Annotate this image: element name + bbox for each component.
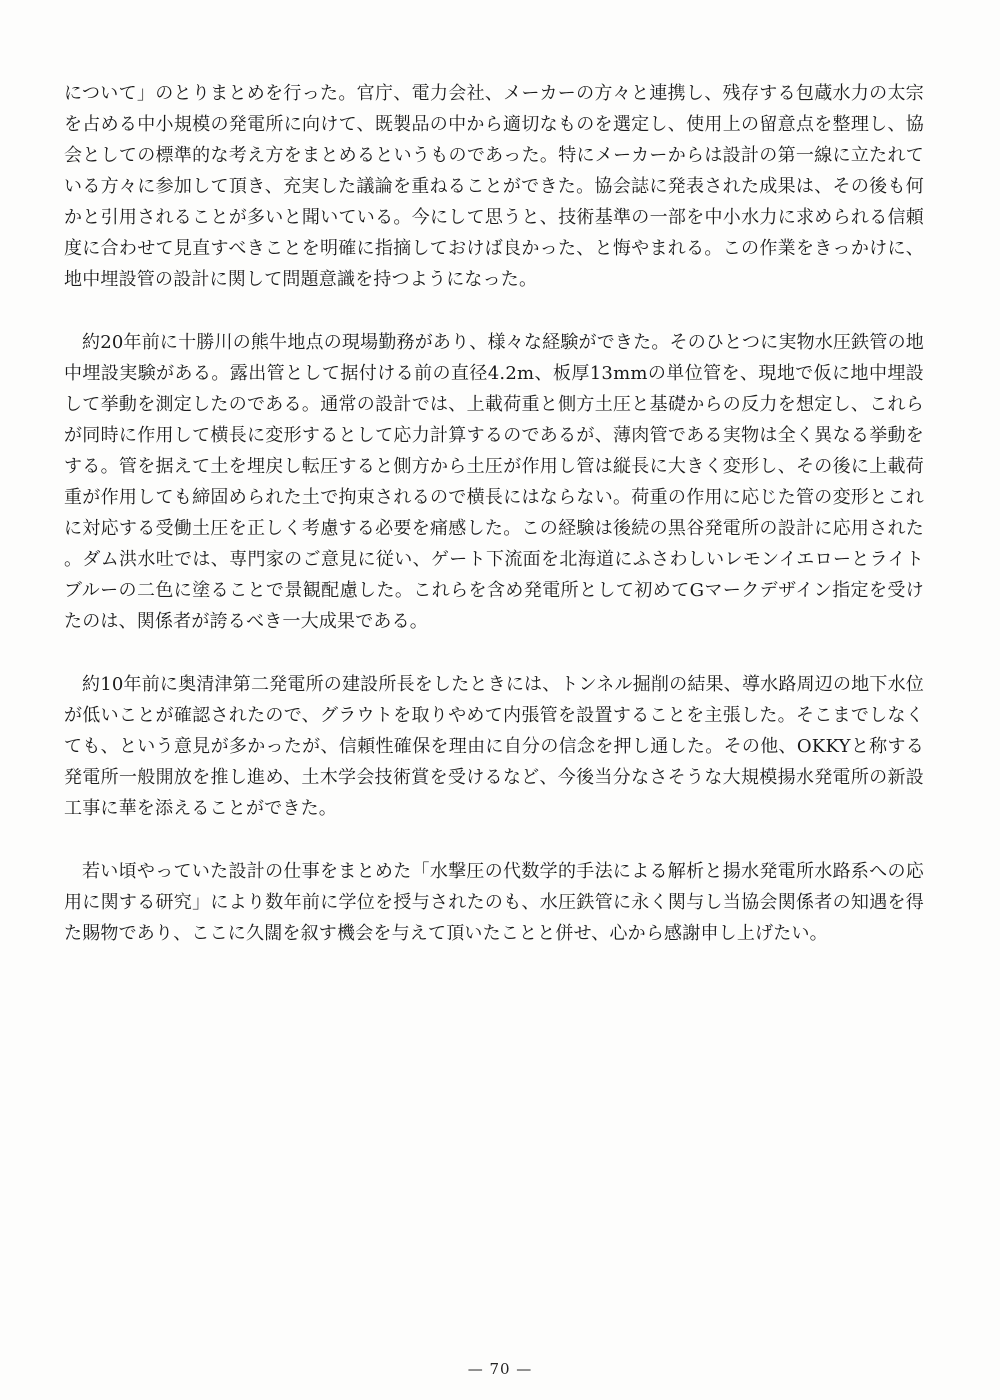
- page-number: — 70 —: [467, 1360, 533, 1378]
- paragraph-continuation: について」のとりまとめを行った。官庁、電力会社、メーカーの方々と連携し、残存する包蔵水力の太宗を占める中小規模の発電所に向けて、既製品の中から適切なものを選定し、使用上の留意点を整理し、協会としての標準的な考え方をまとめるというものであった。特にメーカーからは設計の第一線に立たれている方々に参加して頂き、充実した議論を重ねることができた。協会誌に発表された成果は、その後も何かと引用されることが多いと聞いている。今にして思うと、技術基準の一部を中小水力に求められる信頼度に合わせて見直すべきことを明確に指摘しておけば良かった、と悔やまれる。この作業をきっかけに、地中埋設管の設計に関して問題意識を持つようになった。: [64, 83, 924, 290]
- paragraph-acknowledgement: 若い頃やっていた設計の仕事をまとめた「水撃圧の代数学的手法による解析と揚水発電所水路系への応用に関する研究」により数年前に学位を授与されたのも、水圧鉄管に永く関与し当協会関係者の知遇を得た賜物であり、ここに久闊を叙す機会を与えて頂いたことと併せ、心から感謝申し上げたい。: [64, 861, 924, 944]
- paragraph-kumaushi-experiment: 約20年前に十勝川の熊牛地点の現場勤務があり、様々な経験ができた。そのひとつに実物水圧鉄管の地中埋設実験がある。露出管として据付ける前の直径4.2m、板厚13mmの単位管を、現地で仮に地中埋設して挙動を測定したのである。通常の設計では、上載荷重と側方土圧と基礎からの反力を想定し、これらが同時に作用して横長に変形するとして応力計算するのであるが、薄肉管である実物は全く異なる挙動をする。管を据えて土を埋戻し転圧すると側方から土圧が作用し管は縦長に大きく変形し、その後に上載荷重が作用しても締固められた土で拘束されるので横長にはならない。荷重の作用に応じた管の変形とこれに対応する受働土圧を正しく考慮する必要を痛感した。この経験は後続の黒谷発電所の設計に応用された。ダム洪水吐では、専門家のご意見に従い、ゲート下流面を北海道にふさわしいレモンイエローとライトブルーの二色に塗ることで景観配慮した。これらを含め発電所として初めてGマークデザイン指定を受けたのは、関係者が誇るべき一大成果である。: [64, 332, 924, 632]
- paragraph-okukiyotsu: 約10年前に奥清津第二発電所の建設所長をしたときには、トンネル掘削の結果、導水路周辺の地下水位が低いことが確認されたので、グラウトを取りやめて内張管を設置することを主張した。そこまでしなくても、という意見が多かったが、信頼性確保を理由に自分の信念を押し通した。その他、OKKYと称する発電所一般開放を推し進め、土木学会技術賞を受けるなど、今後当分なさそうな大規模揚水発電所の新設工事に華を添えることができた。: [64, 674, 924, 819]
- body-text: [64, 78, 924, 981]
